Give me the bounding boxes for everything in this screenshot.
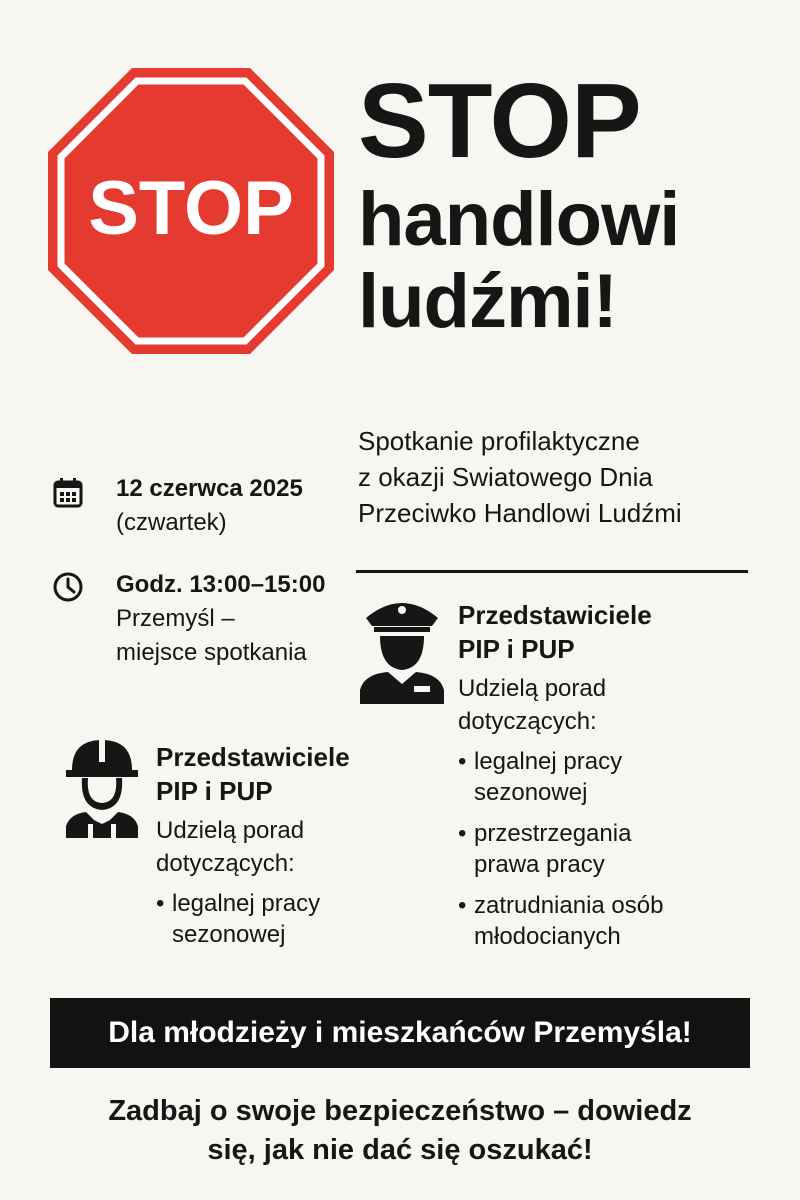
event-place-line-1: Przemyśl – bbox=[116, 605, 235, 632]
list-item-line-1: • zatrudniania osób bbox=[474, 892, 664, 919]
subtitle-line-2: z okazji Swiatowego Dnia bbox=[358, 462, 653, 492]
block-right-heading-1: Przedstawiciele bbox=[458, 600, 652, 630]
block-left-heading-1: Przedstawiciele bbox=[156, 742, 350, 772]
block-right-body-2: dotyczących: bbox=[458, 708, 597, 735]
block-left-body-2: dotyczących: bbox=[156, 850, 295, 877]
footer-line-1: Zadbaj o swoje bezpieczeństwo – dowiedz bbox=[108, 1095, 692, 1127]
block-right bbox=[458, 598, 758, 962]
clock-icon bbox=[52, 571, 84, 603]
list-item bbox=[156, 888, 356, 950]
title-line-2: handlowi bbox=[358, 177, 680, 262]
list-item bbox=[458, 890, 758, 952]
subtitle-line-1: Spotkanie profilaktyczne bbox=[358, 426, 640, 456]
subtitle bbox=[358, 423, 778, 531]
block-left-body-1: Udzielą porad bbox=[156, 817, 305, 844]
calendar-icon bbox=[52, 477, 84, 509]
title-line-1: STOP bbox=[358, 62, 641, 180]
list-item-line-1: • przestrzegania bbox=[474, 820, 632, 847]
block-left-list bbox=[156, 888, 356, 950]
stop-sign-text: STOP bbox=[88, 166, 294, 251]
list-item-line-2: sezonowej bbox=[474, 779, 588, 806]
list-item-line-1: • legalnej pracy bbox=[172, 890, 321, 917]
list-item bbox=[458, 746, 758, 808]
event-place-line-2: miejsce spotkania bbox=[116, 639, 307, 666]
event-weekday: (czwartek) bbox=[116, 509, 227, 536]
event-date-text: 12 czerwca 2025 bbox=[116, 475, 303, 502]
event-date bbox=[116, 472, 303, 540]
list-item-line-1: • legalnej pracy bbox=[474, 748, 623, 775]
list-item bbox=[458, 818, 758, 880]
block-right-body-1: Udzielą porad bbox=[458, 675, 607, 702]
event-time-place bbox=[116, 568, 325, 670]
block-left bbox=[156, 740, 356, 960]
block-right-heading-2: PIP i PUP bbox=[458, 634, 575, 664]
stop-sign-icon bbox=[48, 68, 334, 354]
title-line-3: ludźmi! bbox=[358, 259, 617, 344]
officer-icon bbox=[356, 592, 448, 704]
list-item-line-2: sezonowej bbox=[172, 921, 286, 948]
audience-banner: Dla młodzieży i mieszkańców Przemyśla! bbox=[50, 998, 750, 1068]
divider bbox=[356, 570, 748, 573]
footer-line-2: się, jak nie dać się oszukać! bbox=[207, 1134, 593, 1166]
subtitle-line-3: Przeciwko Handlowi Ludźmi bbox=[358, 498, 682, 528]
list-item-line-2: prawa pracy bbox=[474, 851, 605, 878]
worker-helmet-icon bbox=[64, 736, 140, 838]
footer-slogan bbox=[40, 1092, 760, 1170]
list-item-line-2: młodocianych bbox=[474, 923, 621, 950]
block-right-list bbox=[458, 746, 758, 952]
main-title bbox=[358, 62, 680, 344]
event-time: Godz. 13:00–15:00 bbox=[116, 571, 326, 598]
block-left-heading-2: PIP i PUP bbox=[156, 776, 273, 806]
